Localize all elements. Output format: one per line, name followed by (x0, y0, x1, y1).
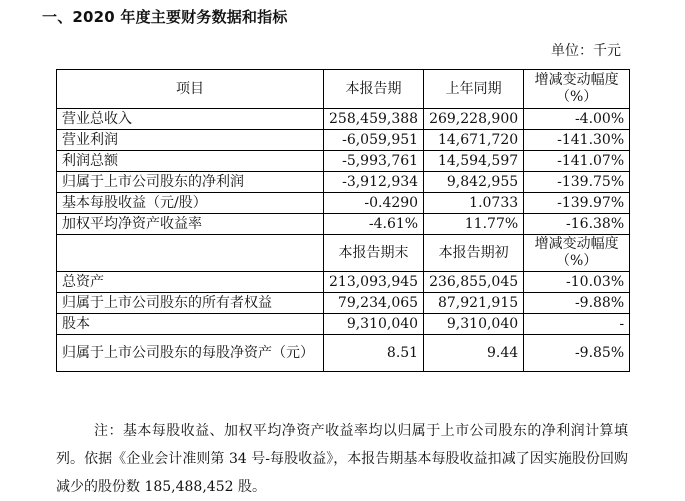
header-cell: 项目 (57, 70, 324, 109)
cell-value: -5,993,761 (324, 151, 424, 172)
cell-value: 8.51 (324, 335, 424, 372)
cell-value: 236,855,045 (424, 272, 524, 293)
cell-value: -4.00% (524, 109, 630, 130)
table-footnote: 注：基本每股收益、加权平均净资产收益率均以归属于上市公司股东的净利润计算填列。依据《企业会计准则第 34 号-每股收益》，本报告期基本每股收益扣减了因实施股份回购减少的股份数 185,488,452 股。 (56, 423, 628, 495)
cell-value: -16.38% (524, 214, 630, 235)
header-cell (57, 235, 324, 272)
cell-value: - (524, 314, 630, 335)
row-label: 加权平均净资产收益率 (57, 214, 324, 235)
header-cell: 上年同期 (424, 70, 524, 109)
table-row (57, 214, 630, 235)
cell-value: 14,594,597 (424, 151, 524, 172)
cell-value: -141.30% (524, 130, 630, 151)
cell-value: -9.88% (524, 293, 630, 314)
cell-value: -4.61% (324, 214, 424, 235)
cell-value: 9.44 (424, 335, 524, 372)
table-subheader-row (57, 235, 630, 272)
cell-value: 9,310,040 (424, 314, 524, 335)
cell-value: -9.85% (524, 335, 630, 372)
cell-value: -141.07% (524, 151, 630, 172)
unit-label: 单位：千元 (551, 43, 621, 59)
cell-value: -3,912,934 (324, 172, 424, 193)
header-cell: 增减变动幅度（%） (524, 235, 630, 272)
table-row (57, 151, 630, 172)
cell-value: 269,228,900 (424, 109, 524, 130)
cell-value: 14,671,720 (424, 130, 524, 151)
header-cell: 本报告期初 (424, 235, 524, 272)
cell-value: 213,093,945 (324, 272, 424, 293)
row-label: 基本每股收益（元/股） (57, 193, 324, 214)
cell-value: 258,459,388 (324, 109, 424, 130)
header-cell: 增减变动幅度（%） (524, 70, 630, 109)
header-cell: 本报告期 (324, 70, 424, 109)
row-label: 营业总收入 (57, 109, 324, 130)
table-row (57, 293, 630, 314)
table-row (57, 314, 630, 335)
table-header-row (57, 70, 630, 109)
row-label: 总资产 (57, 272, 324, 293)
table-row (57, 109, 630, 130)
row-label: 归属于上市公司股东的所有者权益 (57, 293, 324, 314)
cell-value: 79,234,065 (324, 293, 424, 314)
row-label: 归属于上市公司股东的每股净资产（元） (57, 335, 324, 372)
cell-value: -6,059,951 (324, 130, 424, 151)
cell-value: 11.77% (424, 214, 524, 235)
row-label: 归属于上市公司股东的净利润 (57, 172, 324, 193)
cell-value: 9,842,955 (424, 172, 524, 193)
table-row (57, 193, 630, 214)
financial-table (56, 69, 630, 372)
cell-value: -10.03% (524, 272, 630, 293)
row-label: 股本 (57, 314, 324, 335)
table-row (57, 335, 630, 372)
cell-value: -0.4290 (324, 193, 424, 214)
cell-value: -139.97% (524, 193, 630, 214)
table-row (57, 130, 630, 151)
cell-value: -139.75% (524, 172, 630, 193)
cell-value: 87,921,915 (424, 293, 524, 314)
cell-value: 9,310,040 (324, 314, 424, 335)
row-label: 营业利润 (57, 130, 324, 151)
header-cell: 本报告期末 (324, 235, 424, 272)
table-row (57, 272, 630, 293)
cell-value: 1.0733 (424, 193, 524, 214)
row-label: 利润总额 (57, 151, 324, 172)
table-row (57, 172, 630, 193)
section-heading: 一、2020 年度主要财务数据和指标 (42, 8, 288, 26)
